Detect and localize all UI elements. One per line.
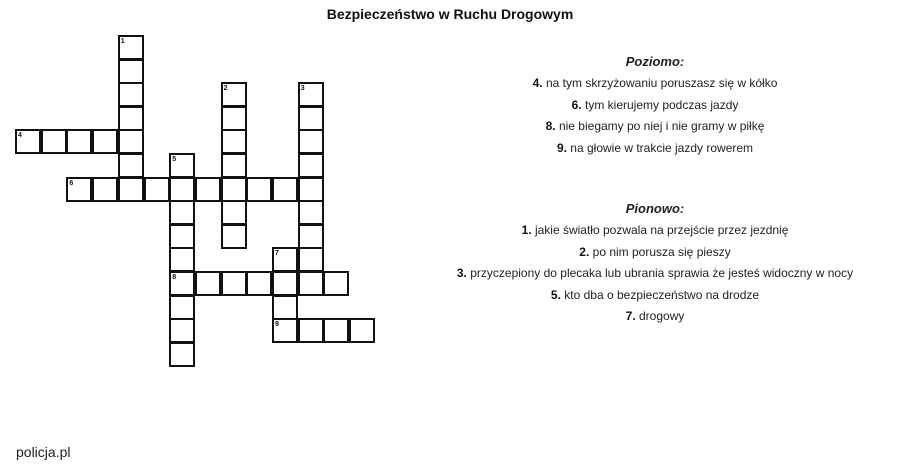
clue-number: 3. (456, 266, 467, 280)
clue-number: 5. (550, 287, 561, 302)
clue-text: przyczepiony do plecaka lub ubrania sprawia że jesteś widoczny w nocy (470, 266, 854, 280)
crossword-cell[interactable] (272, 177, 298, 202)
crossword-cell[interactable] (169, 224, 195, 249)
across-clues (410, 54, 900, 159)
crossword-cell[interactable] (144, 177, 170, 202)
crossword-cell[interactable] (246, 271, 272, 296)
crossword-cell[interactable] (298, 224, 324, 249)
clue-number: 1. (521, 223, 532, 237)
clue-text: tym kierujemy podczas jazdy (584, 97, 739, 112)
cell-number: 4 (18, 132, 22, 140)
down-clues (410, 201, 900, 328)
page-title: Bezpieczeństwo w Ruchu Drogowym (326, 6, 574, 22)
crossword-cell[interactable] (41, 129, 67, 154)
across-clue (410, 73, 900, 95)
down-clue (410, 285, 900, 307)
crossword-cell[interactable] (298, 200, 324, 225)
clue-text: na tym skrzyżowaniu poruszasz się w kółko (545, 76, 778, 90)
crossword-cell[interactable] (169, 200, 195, 225)
cell-number: 7 (275, 250, 279, 258)
crossword-cell[interactable] (169, 247, 195, 272)
cell-number: 3 (300, 85, 305, 93)
crossword-cell[interactable] (66, 129, 92, 154)
crossword-cell[interactable] (169, 342, 195, 367)
crossword-cell[interactable] (323, 318, 349, 343)
crossword-cell[interactable] (169, 295, 195, 320)
clue-text: nie biegamy po niej i nie gramy w piłkę (558, 119, 765, 133)
crossword-cell[interactable] (221, 129, 247, 154)
down-clue (410, 242, 900, 264)
clue-number: 9. (556, 140, 567, 155)
crossword-cell[interactable] (118, 82, 144, 107)
down-clue (410, 220, 900, 242)
crossword-cell[interactable] (221, 106, 247, 131)
crossword-cell[interactable] (118, 129, 144, 154)
crossword-cell[interactable] (272, 271, 298, 296)
clue-number: 2. (579, 244, 590, 259)
crossword-cell[interactable] (169, 318, 195, 343)
cell-number: 5 (172, 156, 177, 163)
clue-number: 7. (625, 309, 636, 323)
across-heading: Poziomo: (625, 54, 685, 69)
cell-number: 8 (172, 274, 177, 281)
crossword-cell[interactable] (298, 247, 324, 272)
crossword-cell[interactable] (118, 177, 144, 202)
crossword-cell[interactable] (195, 177, 221, 202)
clue-text: jakie światło pozwala na przejście przez jezdnię (534, 223, 789, 237)
clue-text: kto dba o bezpieczeństwo na drodze (564, 287, 760, 302)
crossword-cell[interactable] (118, 106, 144, 131)
source-watermark: policja.pl (16, 444, 71, 460)
clue-number: 6. (571, 97, 582, 112)
clue-text: drogowy (639, 309, 685, 323)
crossword-cell[interactable] (221, 271, 247, 296)
crossword-cell[interactable] (221, 224, 247, 249)
crossword-cell[interactable] (298, 153, 324, 178)
crossword-cell[interactable] (323, 271, 349, 296)
clue-text: na głowie w trakcie jazdy rowerem (570, 140, 754, 155)
clue-number: 8. (545, 119, 556, 133)
down-clue (410, 306, 900, 328)
crossword-cell[interactable] (92, 177, 118, 202)
crossword-cell[interactable] (298, 318, 324, 343)
cell-number: 9 (275, 321, 279, 329)
cell-number: 1 (120, 38, 125, 45)
crossword-cell[interactable] (349, 318, 375, 343)
crossword-cell[interactable] (298, 106, 324, 131)
crossword-cell[interactable] (92, 129, 118, 154)
crossword-cell[interactable] (118, 153, 144, 178)
crossword-cell[interactable] (272, 295, 298, 320)
crossword-cell[interactable] (221, 177, 247, 202)
crossword-cell[interactable] (195, 271, 221, 296)
crossword-cell[interactable] (118, 59, 144, 84)
down-clue (410, 263, 900, 285)
across-clue (410, 95, 900, 117)
cell-number: 6 (69, 179, 74, 187)
crossword-cell[interactable] (298, 177, 324, 202)
clue-text: po nim porusza się pieszy (592, 244, 731, 259)
crossword-cell[interactable] (246, 177, 272, 202)
crossword-cell[interactable] (298, 129, 324, 154)
crossword-cell[interactable] (221, 200, 247, 225)
clue-number: 4. (532, 76, 543, 90)
cell-number: 2 (223, 85, 228, 93)
crossword-cell[interactable] (221, 153, 247, 178)
crossword-cell[interactable] (298, 271, 324, 296)
across-clue (410, 116, 900, 138)
down-heading: Pionowo: (625, 201, 685, 216)
crossword-cell[interactable] (169, 177, 195, 202)
across-clue (410, 138, 900, 160)
